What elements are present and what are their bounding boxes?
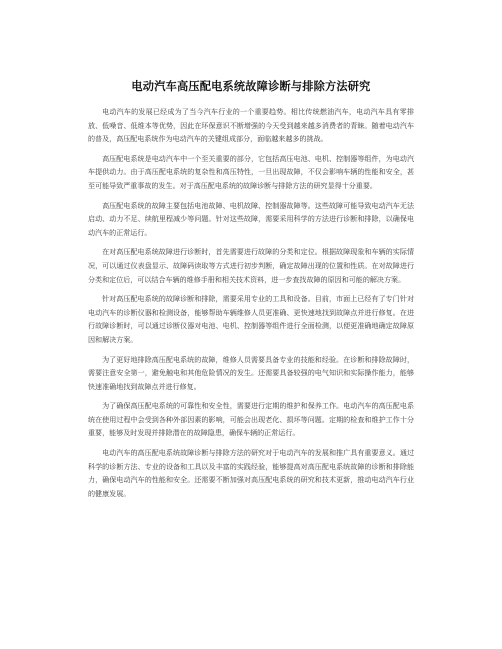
- paragraph-4: 在对高压配电系统故障进行诊断时，首先需要进行故障的分类和定位。根据故障现象和车辆的实际情况，可以通过仪表盘显示、故障码读取等方式进行初步判断，确定故障出现的位置和性质。在对故障进行分类和定位后，可以结合车辆的维修手册和相关技术资料，进一步查找故障的原因和可能的解决方案。: [88, 247, 414, 284]
- paragraph-5: 针对高压配电系统的故障诊断和排除，需要采用专业的工具和设备。目前，市面上已经有了专门针对电动汽车的诊断仪器和检测设备，能够帮助车辆维修人员更准确、更快速地找到故障点并进行修复。在进行故障诊断时，可以通过诊断仪器对电池、电机、控制器等组件进行全面检测，以便更准确地确定故障原因和解决方案。: [88, 294, 414, 344]
- paragraph-2: 高压配电系统是电动汽车中一个至关重要的部分，它包括高压电池、电机、控制器等组件，为电动汽车提供动力。由于高压配电系统的复杂性和高压特性，一旦出现故障，不仅会影响车辆的性能和安全，甚至可能导致严重事故的发生。对于高压配电系统的故障诊断与排除方法的研究显得十分重要。: [88, 153, 414, 190]
- paragraph-8: 电动汽车的高压配电系统故障诊断与排除方法的研究对于电动汽车的发展和推广具有重要意义。通过科学的诊断方法、专业的设备和工具以及丰富的实践经验，能够提高对高压配电系统故障的诊断和排除能力，确保电动汽车的性能和安全。还需要不断加强对高压配电系统的研究和技术更新，推动电动汽车行业的健康发展。: [88, 448, 414, 498]
- paragraph-1: 电动汽车的发展已经成为了当今汽车行业的一个重要趋势。相比传统燃油汽车，电动汽车具有零排放、低噪音、低维本等优势，因此在环保意识不断增强的今天受到越来越多消费者的青睐。随着电动汽车的普及，高压配电系统作为电动汽车的关键组成部分，面临越来越多的挑战。: [88, 107, 414, 144]
- paragraph-3: 高压配电系统的故障主要包括电池故障、电机故障、控制器故障等。这些故障可能导致电动汽车无法启动、动力不足、续航里程减少等问题。针对这些故障，需要采用科学的方法进行诊断和排除，以确保电动汽车的正常运行。: [88, 200, 414, 237]
- document-title: 电动汽车高压配电系统故障诊断与排除方法研究: [131, 80, 371, 93]
- paragraph-6: 为了更好地排除高压配电系统的故障，维修人员需要具备专业的技能和经验。在诊断和排除故障时，需要注意安全第一，避免触电和其他危险情况的发生。还需要具备较强的电气知识和实际操作能力，能够快速准确地找到故障点并进行修复。: [88, 354, 414, 391]
- paragraph-7: 为了确保高压配电系统的可靠性和安全性，需要进行定期的维护和保养工作。电动汽车的高压配电系统在使用过程中会受到各种外部因素的影响，可能会出现老化、损坏等问题。定期的检查和维护工作十分重要，能够及时发现并排除潜在的故障隐患，确保车辆的正常运行。: [88, 401, 414, 438]
